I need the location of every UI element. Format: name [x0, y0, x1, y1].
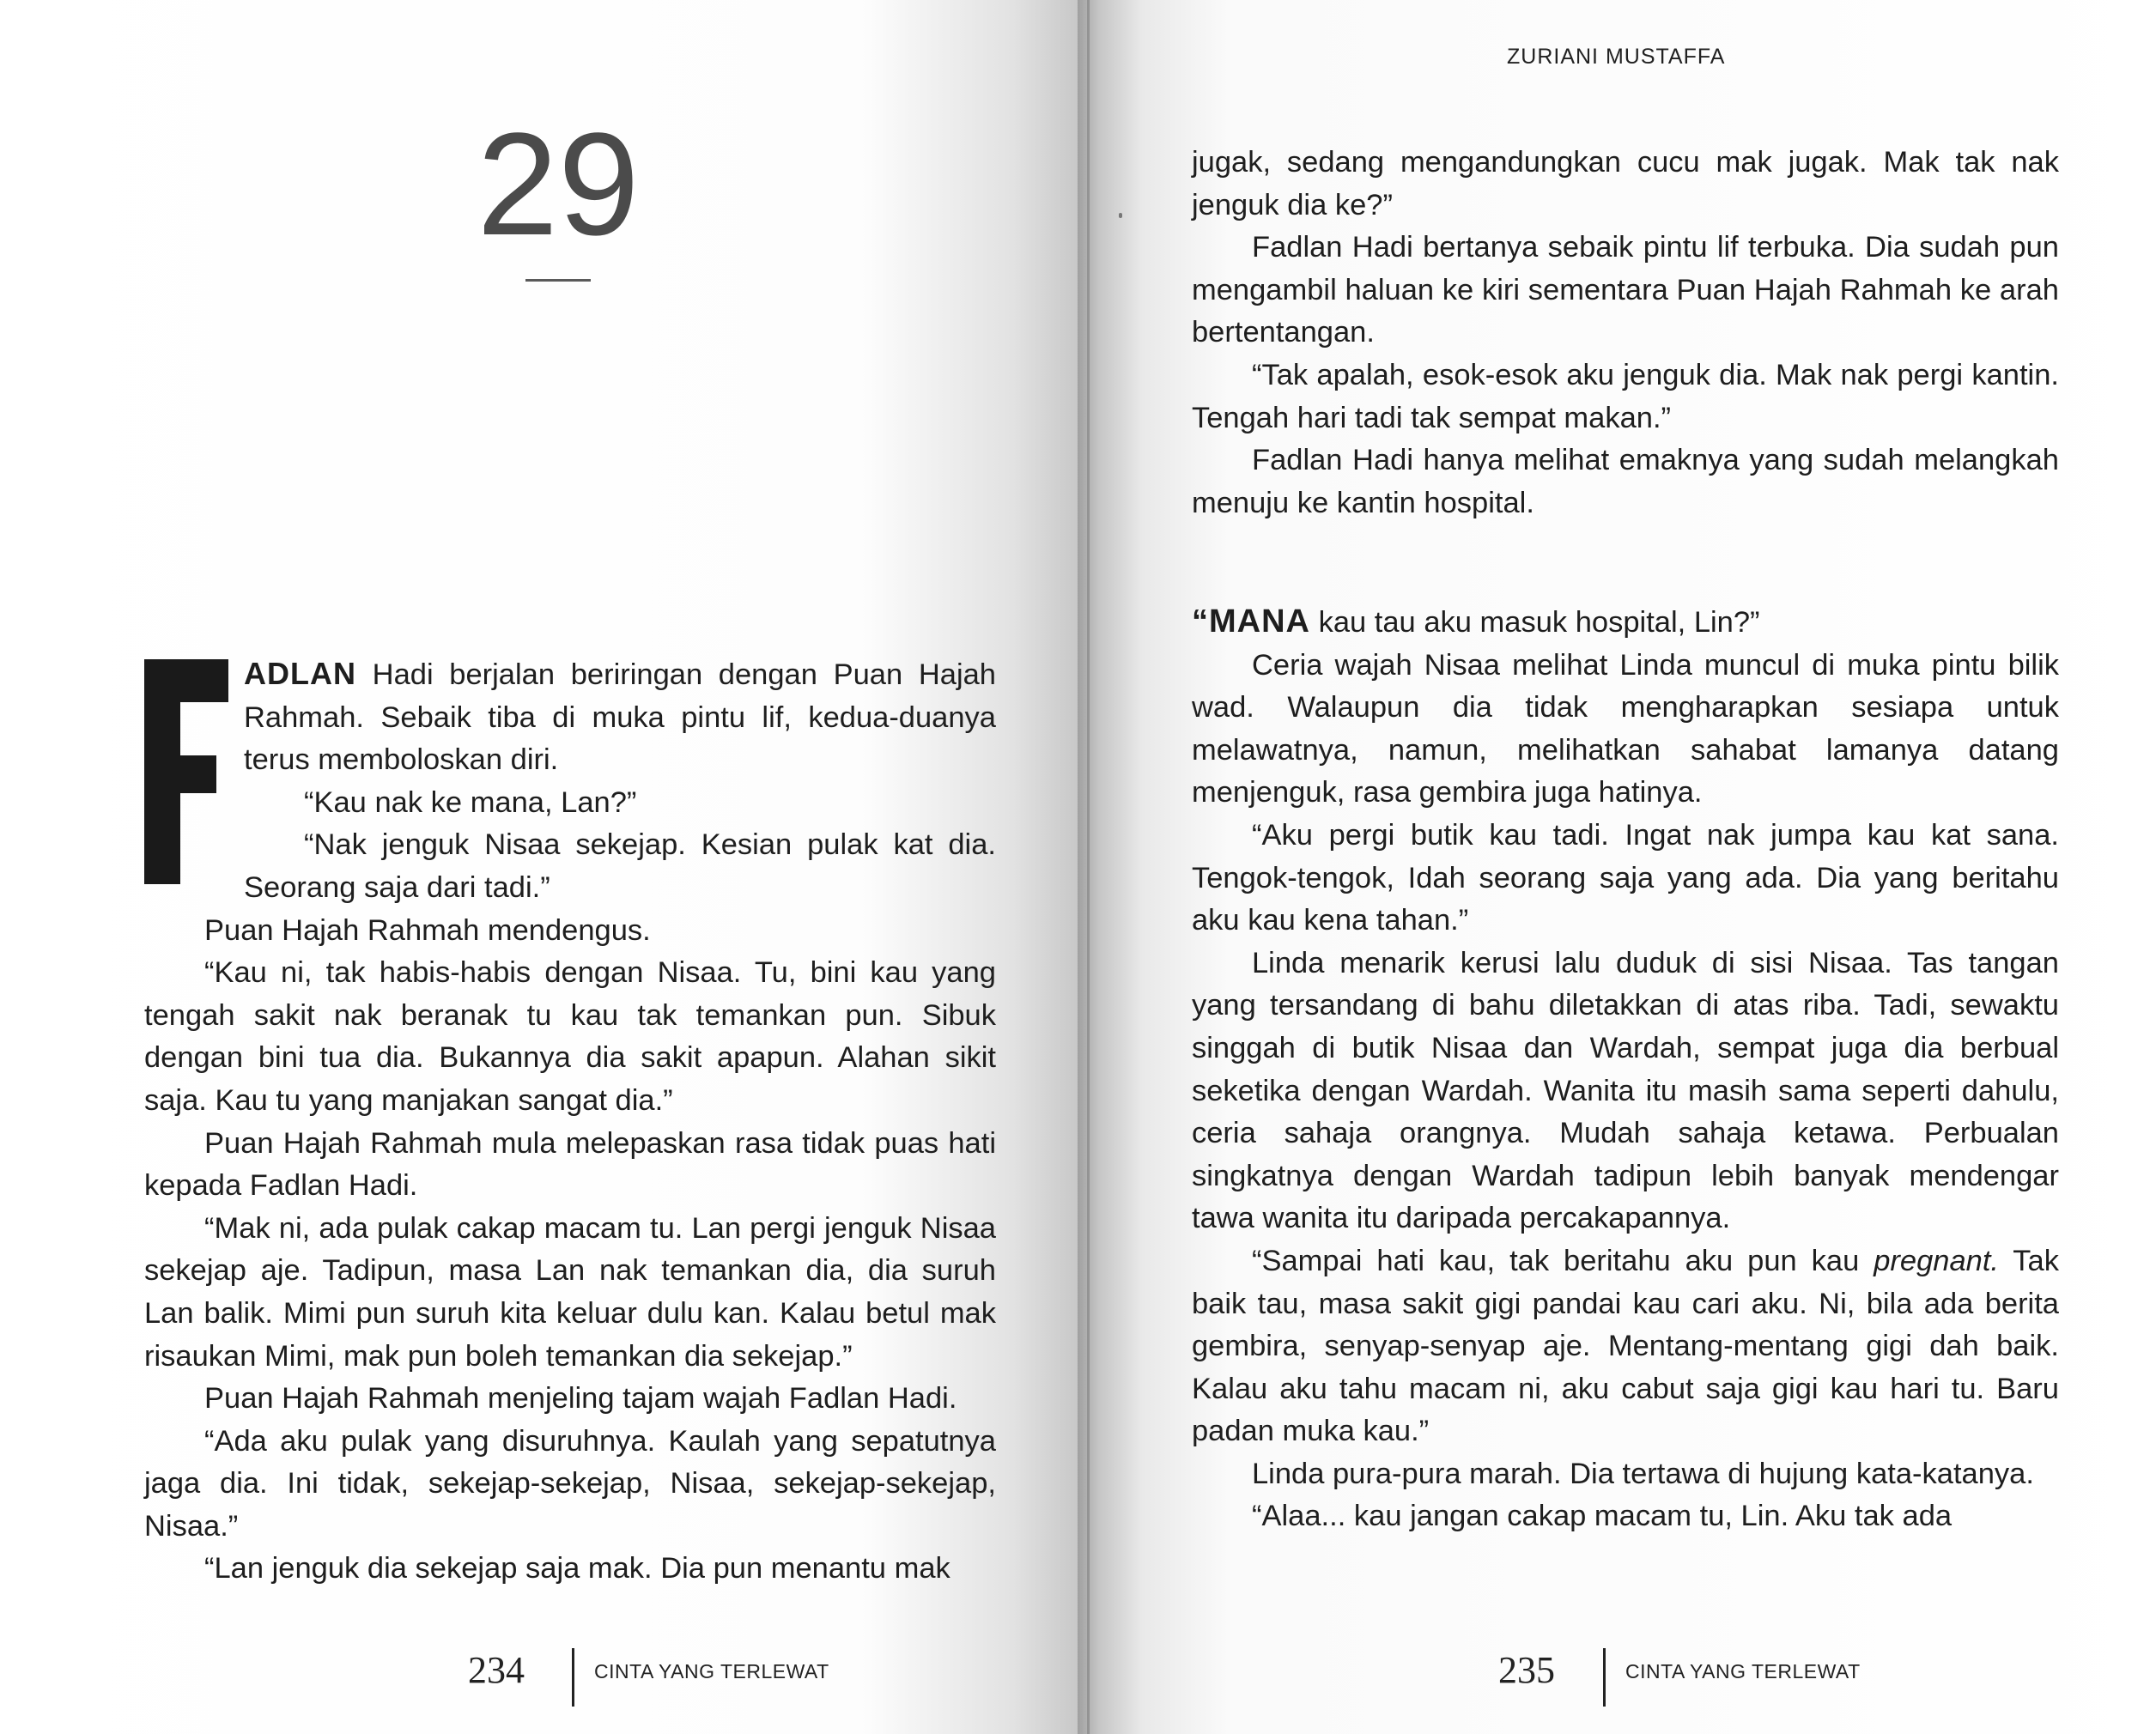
book-spine	[1087, 0, 1090, 1734]
drop-cap-letter: F	[185, 788, 187, 789]
page-number: 235	[1498, 1649, 1555, 1691]
paragraph-text: Hadi berjalan beriringan dengan Puan Hajah Rahmah. Sebaik tiba di muka pintu lif, kedua-duanya terus memboloskan diri.	[244, 658, 996, 777]
right-page-text-top	[1192, 142, 2059, 524]
running-head: ZURIANI MUSTAFFA	[1507, 45, 1726, 69]
paragraph: Ceria wajah Nisaa melihat Linda muncul di muka pintu bilik wad. Walaupun dia tidak mengharapkan sesiapa untuk melawatnya, namun, melihatkan sahabat lamanya datang menjenguk, rasa gembira juga hatinya.	[1192, 648, 2059, 809]
paragraph: “Mak ni, ada pulak cakap macam tu. Lan pergi jenguk Nisaa sekejap aje. Tadipun, masa Lan nak temankan dia, dia suruh Lan balik. Mimi pun suruh kita keluar dulu kan. Kalau betul mak risaukan Mimi, mak pun boleh temankan dia sekejap.”	[144, 1211, 996, 1373]
left-page-text	[144, 652, 996, 1591]
lead-word: ADLAN	[244, 656, 356, 691]
paragraph-text: “Sampai hati kau, tak beritahu aku pun kau	[1252, 1244, 1874, 1277]
paper-speck	[1119, 213, 1122, 218]
paragraph: Puan Hajah Rahmah menjeling tajam wajah Fadlan Hadi.	[204, 1382, 957, 1416]
paragraph	[1192, 1240, 2059, 1453]
paragraph: “Kau nak ke mana, Lan?”	[304, 785, 637, 819]
page-number: 234	[468, 1649, 525, 1691]
paragraph: “Tak apalah, esok-esok aku jenguk dia. Mak nak pergi kantin. Tengah hari tadi tak sempat makan.”	[1192, 358, 2059, 434]
paragraph: “Alaa... kau jangan cakap macam tu, Lin. Aku tak ada	[1252, 1500, 1953, 1533]
chapter-rule	[525, 279, 591, 282]
paragraph	[144, 652, 996, 782]
right-page-footer	[1078, 1648, 2156, 1708]
book-title: CINTA YANG TERLEWAT	[1625, 1660, 1861, 1682]
paragraph: Linda menarik kerusi lalu duduk di sisi Nisaa. Tas tangan yang tersandang di bahu diletakkan di atas riba. Tadi, sewaktu singgah di butik Nisaa dan Wardah, sempat juga dia berbual seketika dengan Wardah. Wanita itu masih sama seperti dahulu, ceria sahaja orangnya. Mudah sahaja ketawa. Perbualan singkatnya dengan Wardah tadipun lebih banyak mendengar tawa wanita itu daripada percakapannya.	[1192, 946, 2059, 1235]
paragraph: “Ada aku pulak yang disuruhnya. Kaulah yang sepatutnya jaga dia. Ini tidak, sekejap-sekejap, Nisaa, sekejap-sekejap, Nisaa.”	[144, 1424, 996, 1543]
drop-cap	[144, 659, 228, 884]
italic-word: pregnant.	[1874, 1244, 1999, 1277]
paragraph: Fadlan Hadi bertanya sebaik pintu lif terbuka. Dia sudah pun mengambil haluan ke kiri sementara Puan Hajah Rahmah ke arah bertentangan.	[1192, 231, 2059, 349]
paragraph: Linda pura-pura marah. Dia tertawa di hujung kata-katanya.	[1252, 1457, 2034, 1490]
paragraph-text: kau tau aku masuk hospital, Lin?”	[1309, 606, 1760, 639]
left-page-footer	[0, 1648, 1078, 1708]
chapter-number: 29	[477, 103, 640, 266]
paragraph: “Kau ni, tak habis-habis dengan Nisaa. Tu, bini kau yang tengah sakit nak beranak tu kau tak temankan pun. Sibuk dengan bini tua dia. Bukannya dia sakit apapun. Alahan sikit saja. Kau tu yang manjakan sangat dia.”	[144, 956, 996, 1117]
paragraph: “Nak jenguk Nisaa sekejap. Kesian pulak kat dia. Seorang saja dari tadi.”	[244, 828, 996, 904]
paragraph: Fadlan Hadi hanya melihat emaknya yang sudah melangkah menuju ke kantin hospital.	[1192, 444, 2059, 519]
paragraph: “Aku pergi butik kau tadi. Ingat nak jumpa kau kat sana. Tengok-tengok, Idah seorang saja yang ada. Dia yang beritahu aku kau kena tahan.”	[1192, 818, 2059, 937]
paragraph: “Lan jenguk dia sekejap saja mak. Dia pun menantu mak	[204, 1552, 950, 1585]
lead-word: “MANA	[1192, 603, 1310, 640]
paragraph-text: Tak baik tau, masa sakit gigi pandai kau cari aku. Ni, bila ada berita gembira, senyap-senyap aje. Mentang-mentang gigi dah baik. Kalau aku tahu macam ni, aku cabut saja gigi kau hari tu. Baru padan muka kau.”	[1192, 1244, 2059, 1448]
footer-divider	[572, 1648, 574, 1707]
right-page-text-bottom	[1192, 601, 2059, 1538]
paragraph	[1192, 601, 2059, 645]
book-title: CINTA YANG TERLEWAT	[594, 1660, 829, 1682]
paragraph: Puan Hajah Rahmah mendengus.	[204, 913, 651, 947]
paragraph: Puan Hajah Rahmah mula melepaskan rasa tidak puas hati kepada Fadlan Hadi.	[144, 1126, 996, 1203]
paragraph: jugak, sedang mengandungkan cucu mak jugak. Mak tak nak jenguk dia ke?”	[1192, 146, 2059, 221]
footer-divider	[1603, 1648, 1606, 1707]
